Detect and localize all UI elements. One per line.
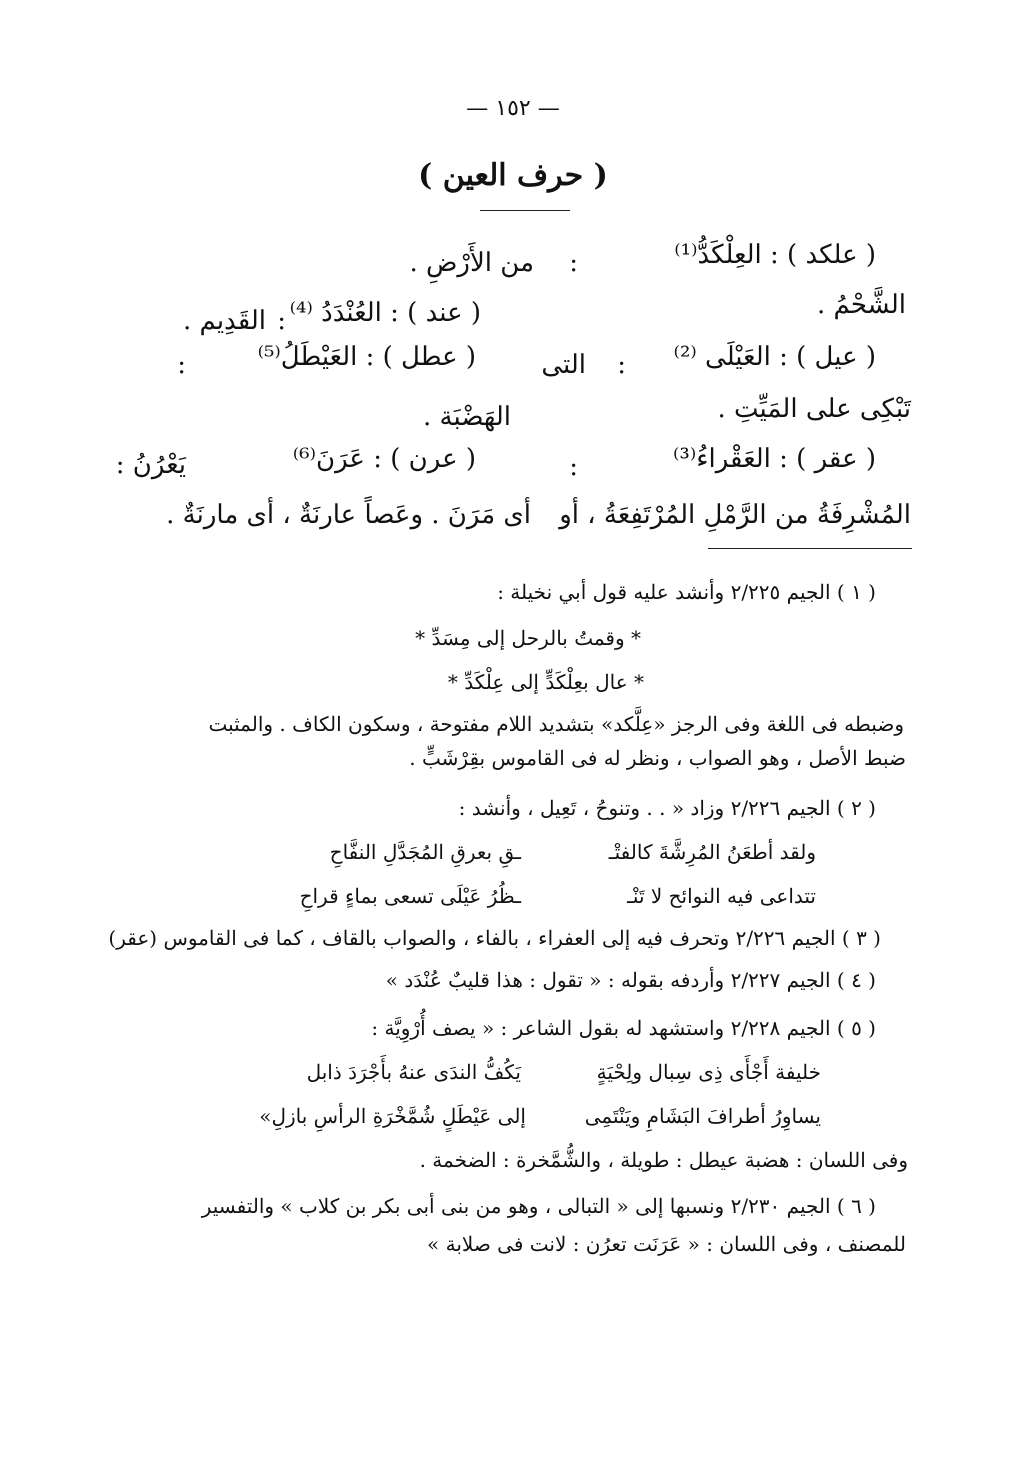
footnote-2-verse2-first: تتداعى فيه النوائح لا تَنْـ <box>627 884 816 908</box>
footnote-1-line2: وضبطه فى اللغة وفى الرجز «عِلَّكد» بتشديد اللام مفتوحة ، وسكون الكاف . والمثبت <box>208 712 904 736</box>
entry-alkad-colon: : <box>569 248 578 278</box>
footnote-1-verse2: * عال بعِلْكَدٍّ إلى عِلْكَدِّ * <box>447 670 644 694</box>
entry-andad-colon: : <box>277 306 286 336</box>
entry-aylaa-colon: : <box>617 350 626 380</box>
entry-arana-headword: ( عرن ) : عَرَنَ⁽⁶⁾ <box>292 444 476 474</box>
footnote-2-verse2-second: ـظُرُ عَيْلَى تسعى بماءٍ قراحِ <box>299 884 521 908</box>
chapter-title: ( حرف العين ) <box>418 158 608 193</box>
entry-aytal-colon: : <box>177 350 186 380</box>
footnote-1-line3: ضبط الأصل ، وهو الصواب ، ونظر له فى القاموس بقِرْشَبٍّ . <box>409 746 906 770</box>
footnote-2-line1: ( ٢ ) الجيم ٢/٢٢٦ وزاد « . . وتنوحُ ، تَعِيل ، وأنشد : <box>458 796 876 820</box>
entry-aytal-headword: ( عطل ) : العَيْطَلُ⁽⁵⁾ <box>257 342 476 372</box>
footnote-separator <box>708 548 912 549</box>
entry-aqraa-colon: : <box>569 452 578 482</box>
footnote-5-verse1-first: خليفة أَجْأَى ذِى سِبال ولِحْيَةٍ <box>596 1060 821 1084</box>
entry-mayyit-line: تَبْكِى على المَيِّتِ . <box>717 394 911 424</box>
footnote-4: ( ٤ ) الجيم ٢/٢٢٧ وأردفه بقوله : « تقول : هذا قليبٌ عُنْدَد » <box>385 968 876 992</box>
footnote-6-line1: ( ٦ ) الجيم ٢/٢٣٠ ونسبها إلى « التبالى ، وهو من بنى أبى بكر بن كلاب » والتفسير <box>201 1194 876 1218</box>
entry-aylaa-headword: ( عيل ) : العَيْلَى ⁽²⁾ <box>673 342 876 372</box>
entry-andad-definition: القَدِيم . <box>182 306 266 336</box>
footnote-6-line2: للمصنف ، وفى اللسان : « عَرَنَت تعرُن : لانت فى صلابة » <box>427 1232 906 1256</box>
entry-marana-line: أى مَرَنَ . وعَصاً عارنَةٌ ، أى مارنَةٌ . <box>166 500 531 530</box>
title-divider <box>480 210 570 211</box>
footnote-5-verse1-second: يَكُفُّ الندَى عنهُ بأَجْرَدَ ذابل <box>306 1060 521 1084</box>
entry-aqraa-headword: ( عقر ) : العَقْراءُ⁽³⁾ <box>673 444 876 474</box>
entry-mushrifa-line: المُشْرِفَةُ من الرَّمْلِ المُرْتَفِعَةُ ، أو <box>559 500 911 530</box>
entry-aylaa-definition: التى <box>541 350 586 380</box>
entry-alkad-headword: ( علكد ) : العِلْكَدُّ⁽¹⁾ <box>674 240 876 270</box>
footnote-2-verse1-second: ـقِ بعرقِ المُجَدَّلِ النفَّاحِ <box>329 840 521 864</box>
footnote-1-verse1: * وقمتُ بالرحل إلى مِسَدِّ * <box>415 626 641 650</box>
entry-shahm-line: الشَّحْمُ . <box>817 290 906 320</box>
footnote-5-line2: وفى اللسان : هضبة عيطل : طويلة ، والشُّمَّخرة : الضخمة . <box>419 1148 908 1172</box>
entry-alkad-definition: من الأَرْضِ . <box>409 248 534 278</box>
entry-hadba-line: الهَضْبَة . <box>423 402 511 432</box>
entry-arana-verb: يَعْرُنُ : <box>115 450 186 480</box>
footnote-5-line1: ( ٥ ) الجيم ٢/٢٢٨ واستشهد له بقول الشاعر : « يصف أُرْوِيَّة : <box>371 1016 876 1040</box>
footnote-5-verse2-second: إلى عَيْطَلٍ شُمَّخْرَةِ الرأسِ بازلِ» <box>259 1104 526 1128</box>
entry-andad-headword: ( عند ) : العُنْدَدُ ⁽⁴⁾ <box>289 298 481 328</box>
page-number: — ١٥٢ — <box>466 96 560 121</box>
footnote-1-line1: ( ١ ) الجيم ٢/٢٢٥ وأنشد عليه قول أبي نخيلة : <box>497 580 876 604</box>
footnote-3: ( ٣ ) الجيم ٢/٢٢٦ وتحرف فيه إلى العفراء ، بالفاء ، والصواب بالقاف ، كما فى القاموس (عقر) <box>108 926 881 950</box>
footnote-5-verse2-first: يساوِرُ أطرافَ البَشَامِ ويَنْتَمِى <box>584 1104 821 1128</box>
footnote-2-verse1-first: ولقد أطعَنُ المُرِشَّةَ كالفتْـ <box>608 840 816 864</box>
